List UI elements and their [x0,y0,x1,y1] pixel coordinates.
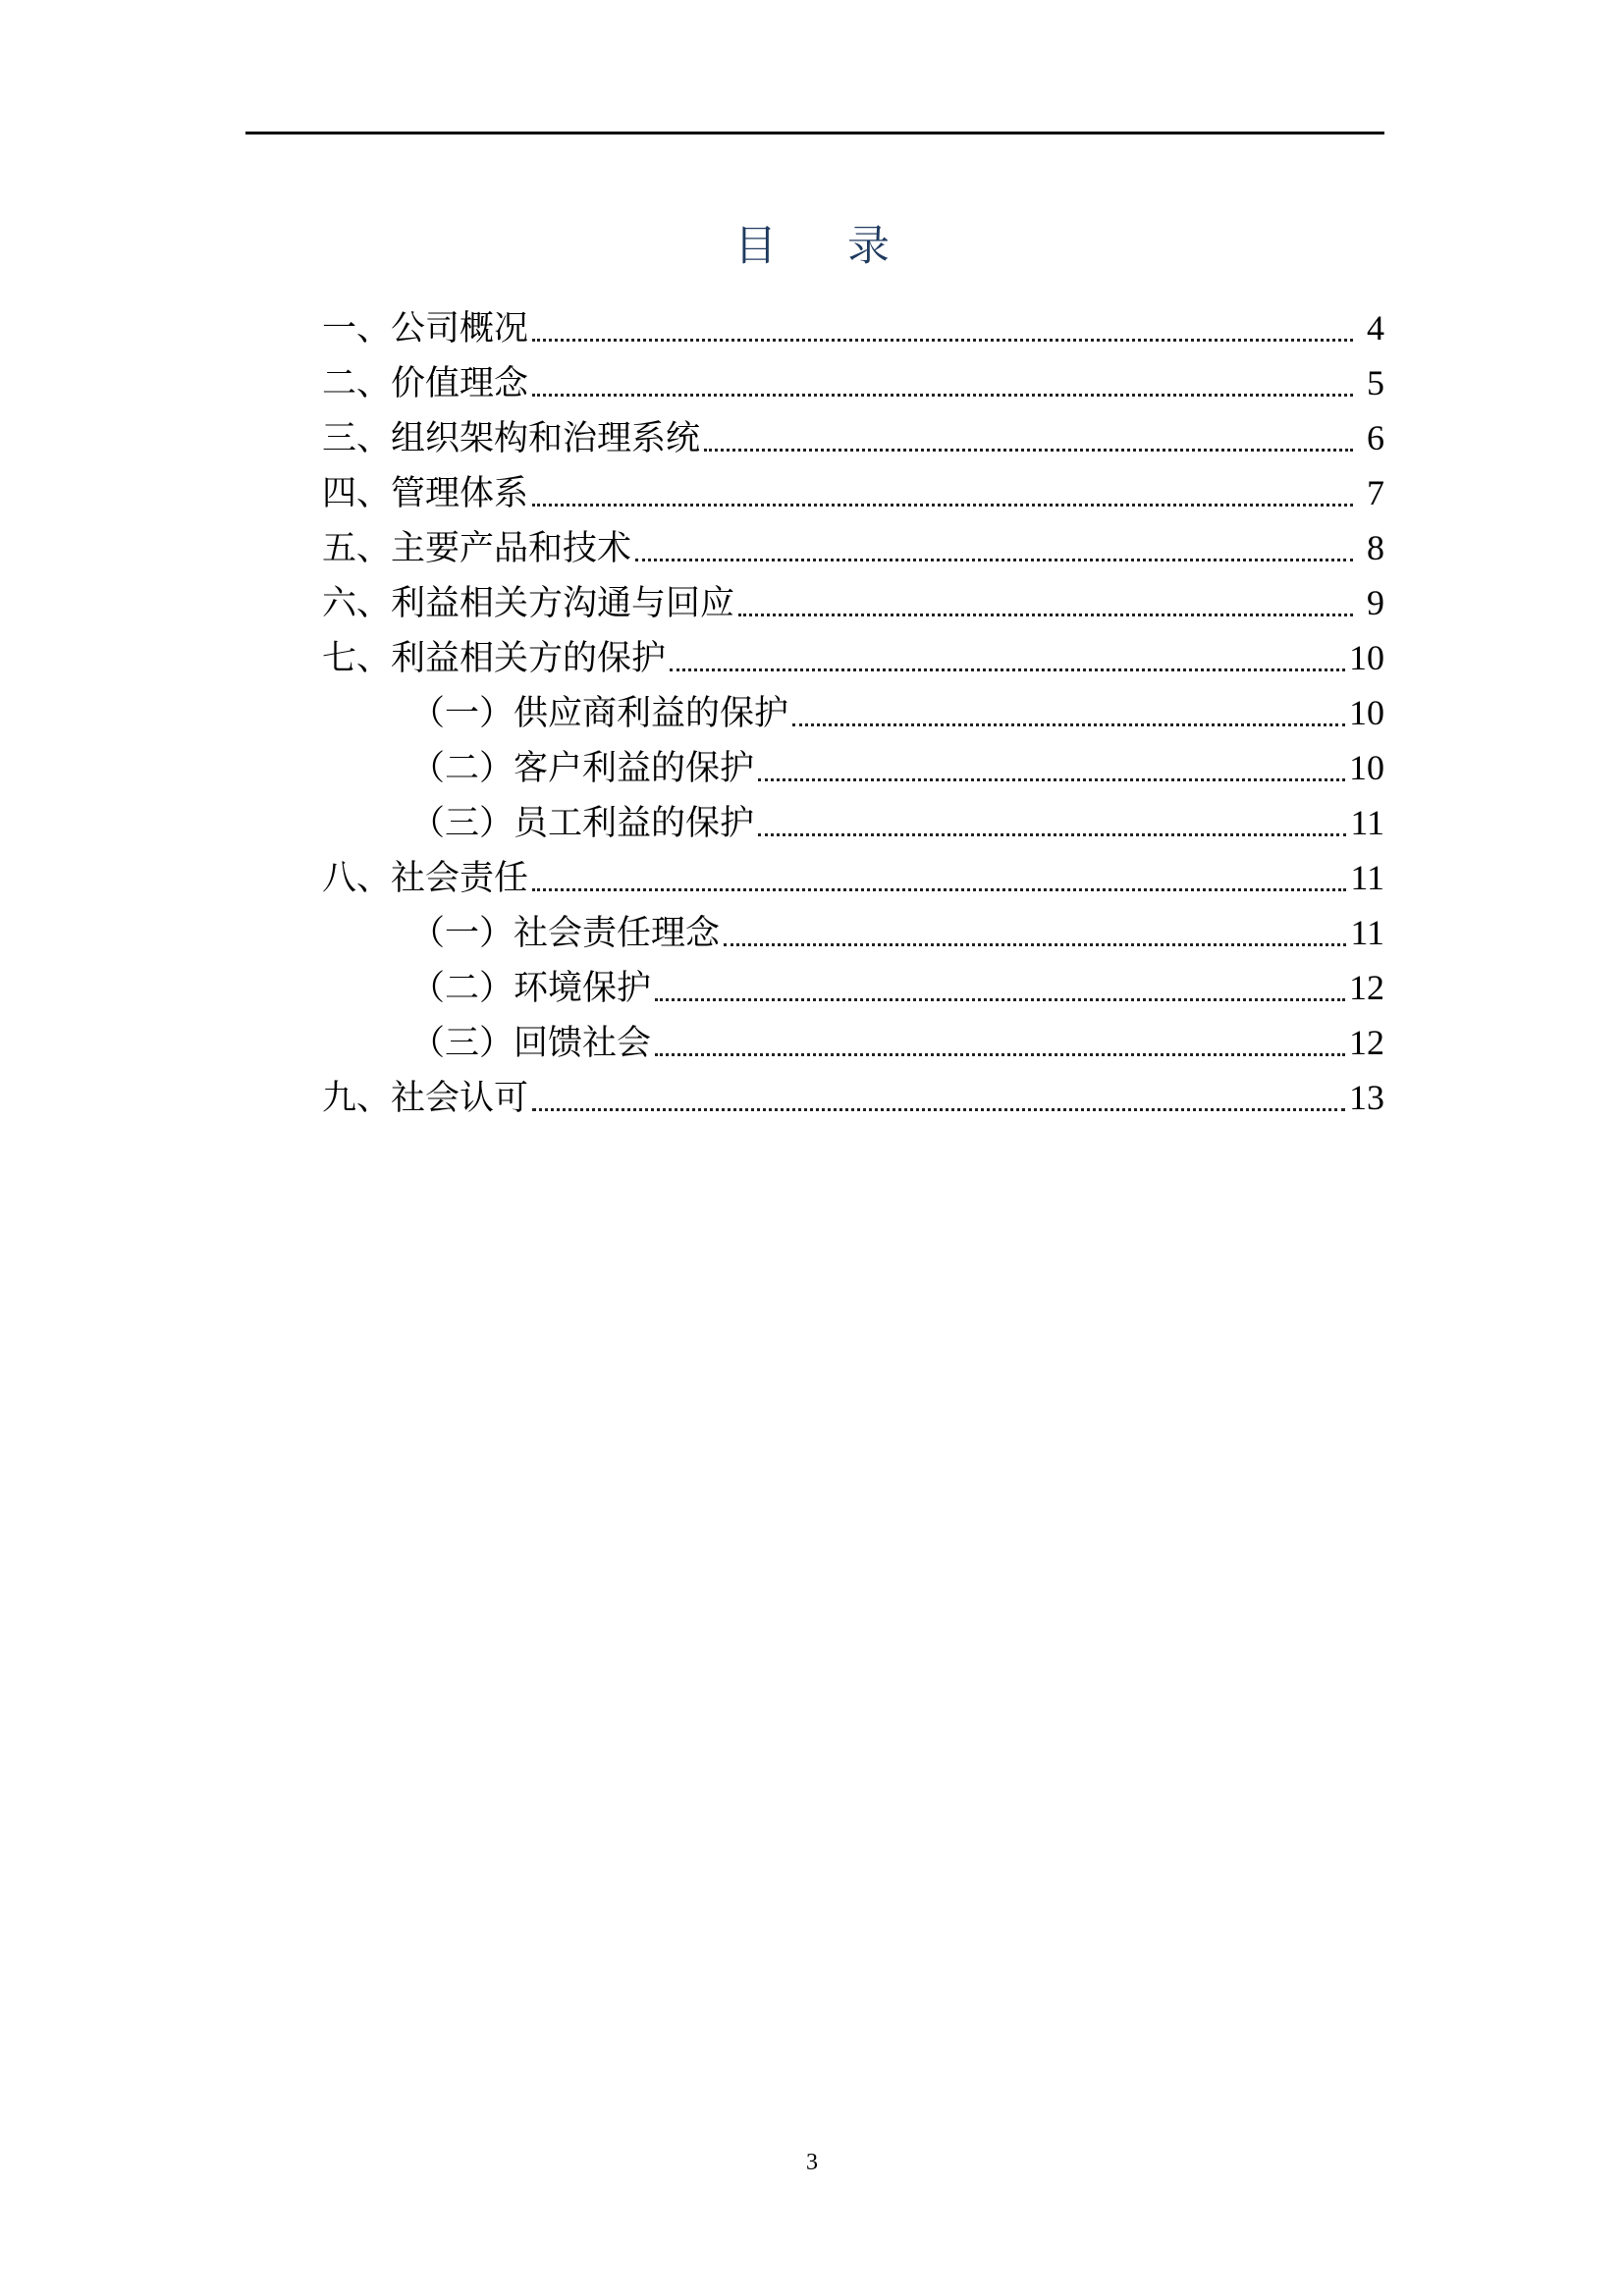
toc-entry-page: 6 [1367,418,1384,457]
toc-leader-dots [792,723,1345,726]
toc-entry-label: 九、社会认可 [322,1079,529,1118]
toc-entry-label: 七、利益相关方的保护 [322,639,667,678]
toc-leader-dots [738,614,1353,616]
toc-leader-dots [532,504,1353,507]
toc-entry-page: 5 [1367,363,1384,402]
toc-leader-dots [724,943,1346,946]
toc-subentry-7-2[interactable] [322,740,1384,795]
toc-leader-dots [532,339,1353,342]
toc-leader-dots [655,998,1345,1001]
toc-entry-page: 10 [1349,693,1384,732]
toc-entry-label: （二）客户利益的保护 [410,749,755,788]
toc-leader-dots [670,668,1345,671]
toc-subentry-7-1[interactable] [322,685,1384,740]
toc-entry-page: 7 [1367,473,1384,512]
toc-entry-page: 10 [1349,748,1384,787]
toc-subentry-8-3[interactable] [322,1015,1384,1070]
toc-title: 目录 [734,222,960,271]
toc-entry-page: 11 [1350,803,1384,842]
toc-leader-dots [655,1053,1345,1056]
toc-leader-dots [635,559,1353,561]
toc-entry-4[interactable] [322,465,1384,520]
toc-entry-9[interactable] [322,1070,1384,1125]
toc-leader-dots [758,778,1345,781]
toc-entry-7[interactable] [322,630,1384,685]
toc-entry-2[interactable] [322,355,1384,410]
toc-entry-label: 六、利益相关方沟通与回应 [322,584,735,623]
header-rule [245,132,1384,134]
toc-entry-3[interactable] [322,410,1384,465]
toc-entry-label: 五、主要产品和技术 [322,529,632,568]
toc-entry-label: 三、组织架构和治理系统 [322,419,701,458]
toc-entry-page: 8 [1367,528,1384,567]
toc-entry-page: 4 [1367,308,1384,347]
toc-entry-label: （一）社会责任理念 [410,914,721,953]
toc-entry-page: 11 [1350,913,1384,952]
toc-entry-page: 12 [1349,968,1384,1007]
table-of-contents [322,300,1384,1125]
toc-entry-label: （一）供应商利益的保护 [410,694,789,733]
toc-entry-6[interactable] [322,575,1384,630]
toc-entry-8[interactable] [322,850,1384,905]
toc-leader-dots [704,449,1353,452]
toc-entry-label: 二、价值理念 [322,364,529,403]
toc-entry-page: 12 [1349,1023,1384,1062]
toc-entry-label: （二）环境保护 [410,969,652,1008]
toc-entry-label: 四、管理体系 [322,474,529,513]
toc-leader-dots [758,833,1346,836]
toc-entry-label: （三）员工利益的保护 [410,804,755,843]
page-number: 3 [806,2150,818,2175]
toc-leader-dots [532,394,1353,397]
toc-subentry-8-1[interactable] [322,905,1384,960]
toc-entry-5[interactable] [322,520,1384,575]
toc-entry-page: 10 [1349,638,1384,677]
toc-entry-label: 一、公司概况 [322,309,529,348]
toc-subentry-8-2[interactable] [322,960,1384,1015]
toc-entry-label: 八、社会责任 [322,859,529,898]
toc-subentry-7-3[interactable] [322,795,1384,850]
toc-leader-dots [532,888,1346,891]
toc-entry-page: 9 [1367,583,1384,622]
toc-entry-page: 11 [1350,858,1384,897]
toc-leader-dots [532,1108,1345,1111]
toc-entry-label: （三）回馈社会 [410,1024,652,1063]
toc-entry-1[interactable] [322,300,1384,355]
toc-entry-page: 13 [1349,1078,1384,1117]
